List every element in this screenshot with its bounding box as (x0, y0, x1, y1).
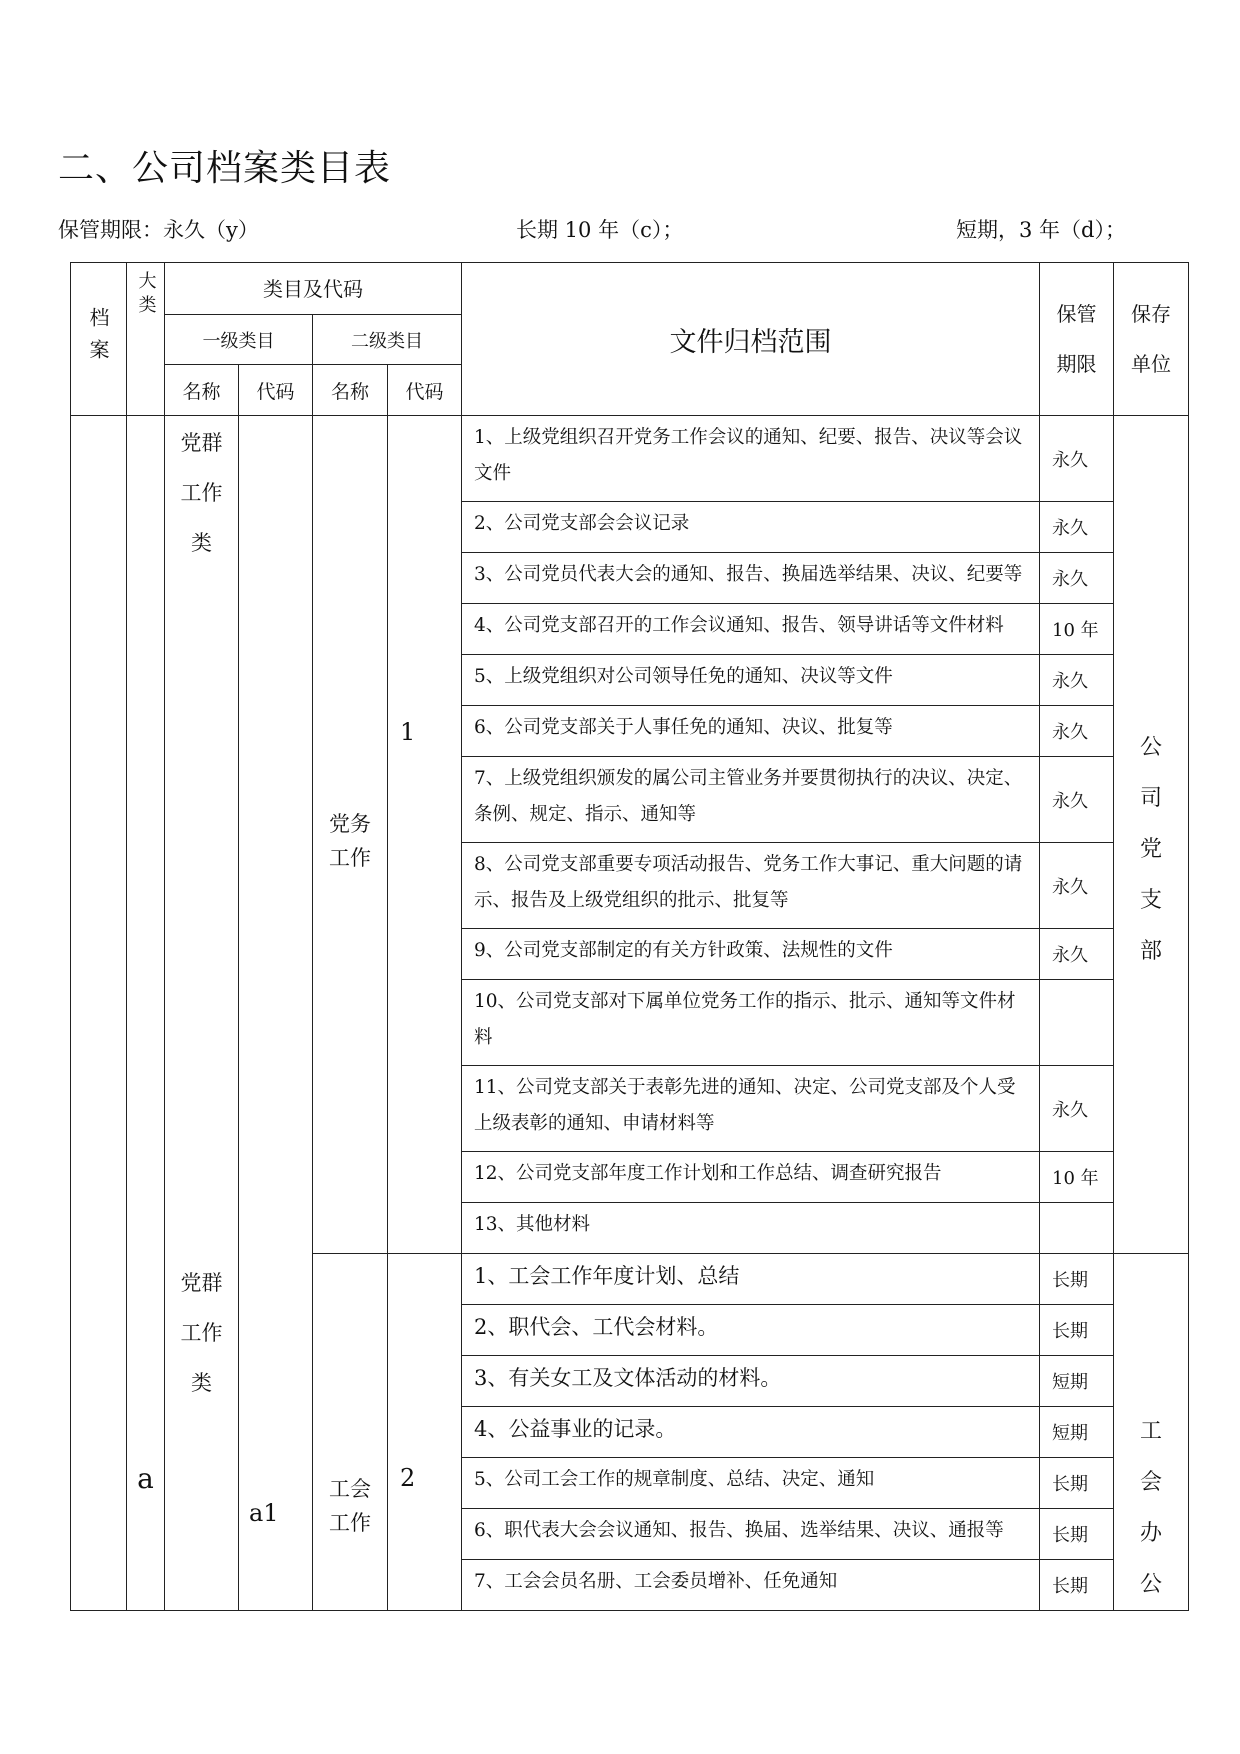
scope-cell: 5、上级党组织对公司领导任免的通知、决议等文件 (462, 655, 1040, 706)
unit-cell (1114, 416, 1189, 1254)
retention-long: 长期 10 年（c）； (516, 218, 684, 242)
scope-cell: 7、工会会员名册、工会委员增补、任免通知 (462, 1560, 1040, 1611)
retention-cell: 永久 (1040, 843, 1114, 929)
scope-cell: 10、公司党支部对下属单位党务工作的指示、批示、通知等文件材料 (462, 980, 1040, 1066)
level2-name: 党务工作 (329, 811, 371, 870)
retention-cell: 短期 (1040, 1407, 1114, 1458)
major-cell (127, 416, 165, 1611)
retention-cell: 永久 (1040, 757, 1114, 843)
retention-cell: 长期 (1040, 1509, 1114, 1560)
level1-name-repeat: 党群工作类 (180, 1271, 223, 1395)
archive-category-table (70, 262, 1189, 1611)
level2-code: 1 (400, 718, 416, 746)
retention-cell: 永久 (1040, 929, 1114, 980)
scope-cell: 6、职代表大会会议通知、报告、换届、选举结果、决议、通报等 (462, 1509, 1040, 1560)
header-category-and-code: 类目及代码 (165, 263, 462, 315)
scope-cell: 6、公司党支部关于人事任免的通知、决议、批复等 (462, 706, 1040, 757)
level2-code: 2 (400, 1464, 416, 1492)
level1-name: 党群工作类 (180, 431, 223, 555)
scope-cell: 1、上级党组织召开党务工作会议的通知、纪要、报告、决议等会议文件 (462, 416, 1040, 502)
scope-cell: 4、公益事业的记录。 (462, 1407, 1040, 1458)
level1-code: a1 (249, 1499, 279, 1527)
page-title: 二、公司档案类目表 (58, 148, 392, 189)
retention-cell: 永久 (1040, 655, 1114, 706)
unit-cell (1114, 1254, 1189, 1611)
retention-cell: 长期 (1040, 1458, 1114, 1509)
scope-cell: 2、职代会、工代会材料。 (462, 1305, 1040, 1356)
header-major: 大类 (127, 263, 165, 416)
scope-cell: 3、公司党员代表大会的通知、报告、换届选举结果、决议、纪要等 (462, 553, 1040, 604)
retention-cell (1040, 980, 1114, 1066)
header-level1-code: 代码 (239, 365, 313, 416)
retention-cell: 10 年 (1040, 1152, 1114, 1203)
header-level2-name: 名称 (313, 365, 388, 416)
scope-cell: 3、有关女工及文体活动的材料。 (462, 1356, 1040, 1407)
unit-name: 工会办公 (1139, 1419, 1162, 1597)
scope-cell: 12、公司党支部年度工作计划和工作总结、调查研究报告 (462, 1152, 1040, 1203)
header-scope: 文件归档范围 (462, 263, 1040, 416)
level2-code-cell (388, 1254, 462, 1611)
header-level1-name: 名称 (165, 365, 239, 416)
header-level1: 一级类目 (165, 315, 313, 365)
retention-cell: 长期 (1040, 1305, 1114, 1356)
header-archive: 档案 (71, 263, 127, 416)
unit-name: 公司党支部 (1139, 735, 1162, 964)
retention-cell: 永久 (1040, 553, 1114, 604)
scope-cell: 7、上级党组织颁发的属公司主管业务并要贯彻执行的决议、决定、条例、规定、指示、通知等 (462, 757, 1040, 843)
retention-cell: 永久 (1040, 1066, 1114, 1152)
retention-cell: 短期 (1040, 1356, 1114, 1407)
retention-cell (1040, 1203, 1114, 1254)
level1-code-cell (239, 416, 313, 1611)
retention-cell: 永久 (1040, 502, 1114, 553)
retention-cell: 永久 (1040, 416, 1114, 502)
scope-cell: 8、公司党支部重要专项活动报告、党务工作大事记、重大问题的请示、报告及上级党组织的批示、批复等 (462, 843, 1040, 929)
scope-cell: 13、其他材料 (462, 1203, 1040, 1254)
level2-name-cell (313, 416, 388, 1254)
table-row (71, 416, 1189, 502)
retention-cell: 10 年 (1040, 604, 1114, 655)
level2-code-cell (388, 416, 462, 1254)
header-level2-code: 代码 (388, 365, 462, 416)
retention-short: 短期，3 年（d）； (956, 218, 1126, 242)
retention-cell: 长期 (1040, 1254, 1114, 1305)
retention-permanent: 保管期限：永久（y） (58, 218, 259, 242)
retention-cell: 长期 (1040, 1560, 1114, 1611)
scope-cell: 1、工会工作年度计划、总结 (462, 1254, 1040, 1305)
retention-cell: 永久 (1040, 706, 1114, 757)
level2-name: 工会工作 (329, 1477, 371, 1535)
scope-cell: 9、公司党支部制定的有关方针政策、法规性的文件 (462, 929, 1040, 980)
major-code: a (137, 1461, 154, 1495)
header-level2: 二级类目 (313, 315, 462, 365)
scope-cell: 4、公司党支部召开的工作会议通知、报告、领导讲话等文件材料 (462, 604, 1040, 655)
header-unit: 保存单位 (1114, 263, 1189, 416)
scope-cell: 11、公司党支部关于表彰先进的通知、决定、公司党支部及个人受上级表彰的通知、申请材料等 (462, 1066, 1040, 1152)
archive-cell (71, 416, 127, 1611)
level1-name-cell (165, 416, 239, 1611)
level2-name-cell (313, 1254, 388, 1611)
scope-cell: 2、公司党支部会会议记录 (462, 502, 1040, 553)
scope-cell: 5、公司工会工作的规章制度、总结、决定、通知 (462, 1458, 1040, 1509)
header-retention: 保管期限 (1040, 263, 1114, 416)
